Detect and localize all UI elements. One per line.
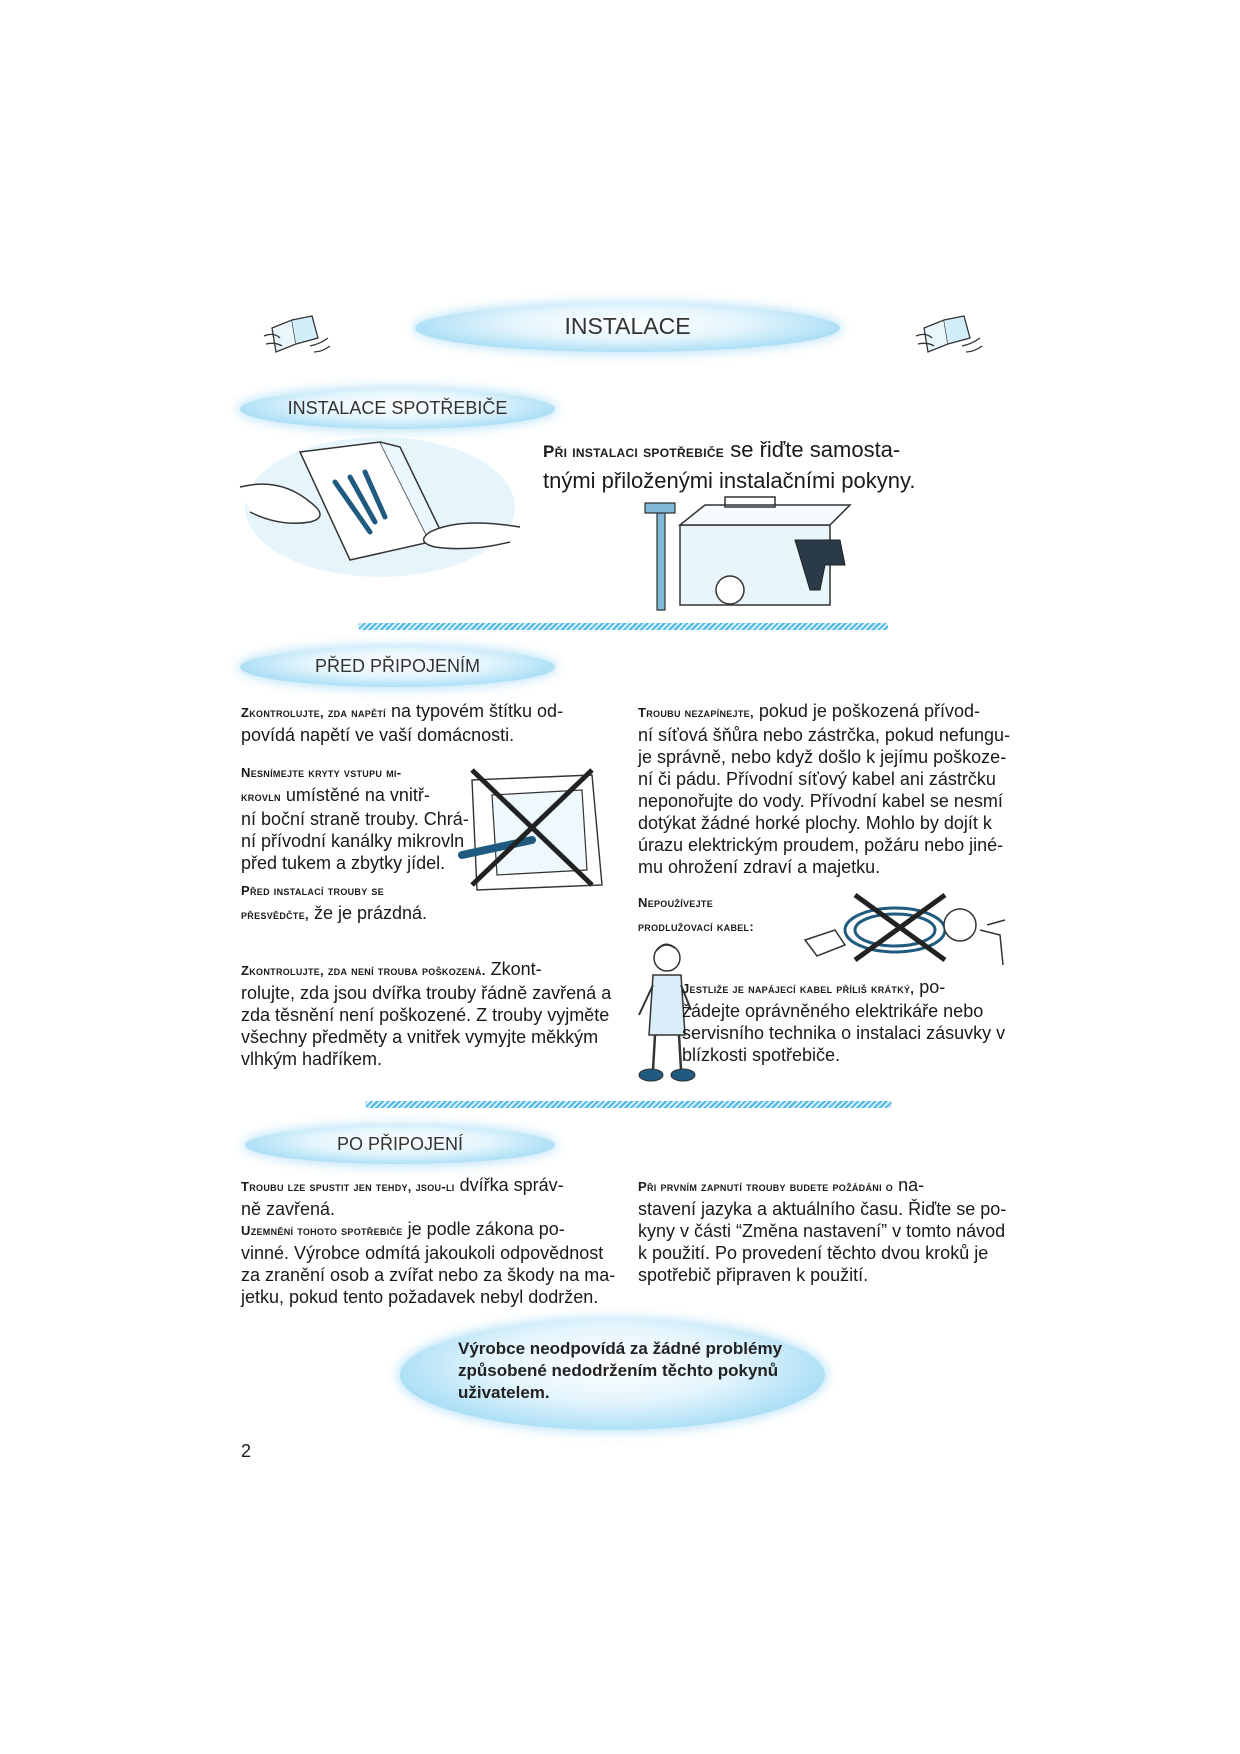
paragraph-microwave-covers: Nesnímejte kryty vstupu mi- krovln umístěné na vnitř- ní boční straně trouby. Chrá- ní přívodní kanálky mikrovln před tukem a zbytky jídel. (241, 765, 469, 873)
section-divider (358, 623, 888, 630)
microwave-cover-forbidden-illustration (462, 760, 617, 895)
manual-tools-illustration (240, 432, 520, 582)
section-title-installation: INSTALACE SPOTŘEBIČE (287, 398, 508, 418)
section-title-before-connection: PŘED PŘIPOJENÍM (314, 656, 481, 676)
section-divider (365, 1101, 892, 1108)
page-title: INSTALACE (564, 313, 691, 339)
paragraph-check-damage: Zkontrolujte, zda není trouba poškozená. Zkont- rolujte, zda jsou dvířka trouby řádně zavřená a zda těsnění není poškozené. Z trouby vyjměte všechny předměty a vnitřek vymyjte měkkým vlhkým hadříkem. (241, 959, 612, 1069)
section1-paragraph: Při instalaci spotřebiče se řiďte samosta- tnými přiloženými instalačními pokyny. (543, 437, 916, 493)
paragraph-short-cable: Jestliže je napájecí kabel příliš krátký, po- žádejte oprávněného elektrikáře nebo servisního technika o instalaci zásuvky v blízkosti spotřebiče. (682, 977, 1006, 1065)
section-title-after-connection: PO PŘIPOJENÍ (336, 1134, 464, 1154)
book-hands-icon-left (262, 308, 332, 358)
paragraph-empty-oven: Před instalací trouby se přesvědčte, že je prázdná. (241, 883, 428, 923)
paragraph-first-switch-on: Při prvním zapnutí trouby budete požádáni o na- stavení jazyka a aktuálního času. Řiďte se po- kyny v části “Změna nastavení” v tomto návod k použití. Po provedení těchto dvou kroků je spotřebič připraven k použití. (638, 1175, 1007, 1285)
paragraph-door-closed: Troubu lze spustit jen tehdy, jsou-li dvířka správ- ně zavřená. (241, 1175, 564, 1219)
paragraph-do-not-switch-on: Troubu nezapínejte, pokud je poškozená přívod- ní síťová šňůra nebo zástrčka, pokud nefungu- je správně, nebo když došlo k jejímu poškoze- ní či pádu. Přívodní síťový kabel ani zástrčku neponořujte do vody. Přívodní kabel se nesmí dotýkat žádné horké plochy. Mohlo by dojít k úrazu elektrickým proudem, požáru nebo jiné- mu ohrožení zdraví a majetku. (638, 701, 1010, 877)
toolbox-illustration (635, 495, 865, 615)
paragraph-no-extension-cord: Nepoužívejte prodlužovací kabel: (638, 895, 754, 934)
paragraph-grounding: Uzemnění tohoto spotřebiče je podle zákona po- vinné. Výrobce odmítá jakoukoli odpovědnost za zranění osob a zvířat nebo za škody na ma- jetku, pokud tento požadavek nebyl dodržen. (241, 1219, 616, 1307)
paragraph-check-voltage: Zkontrolujte, zda napětí na typovém štítku od- povídá napětí ve vaší domácnosti. (241, 701, 564, 745)
extension-cord-forbidden-illustration (805, 890, 1010, 980)
notice-text: Výrobce neodpovídá za žádné problémy způsobené nedodržením těchto pokynů uživatelem. (458, 1339, 783, 1402)
book-hands-icon-right (914, 308, 984, 358)
page-number: 2 (241, 1441, 252, 1461)
